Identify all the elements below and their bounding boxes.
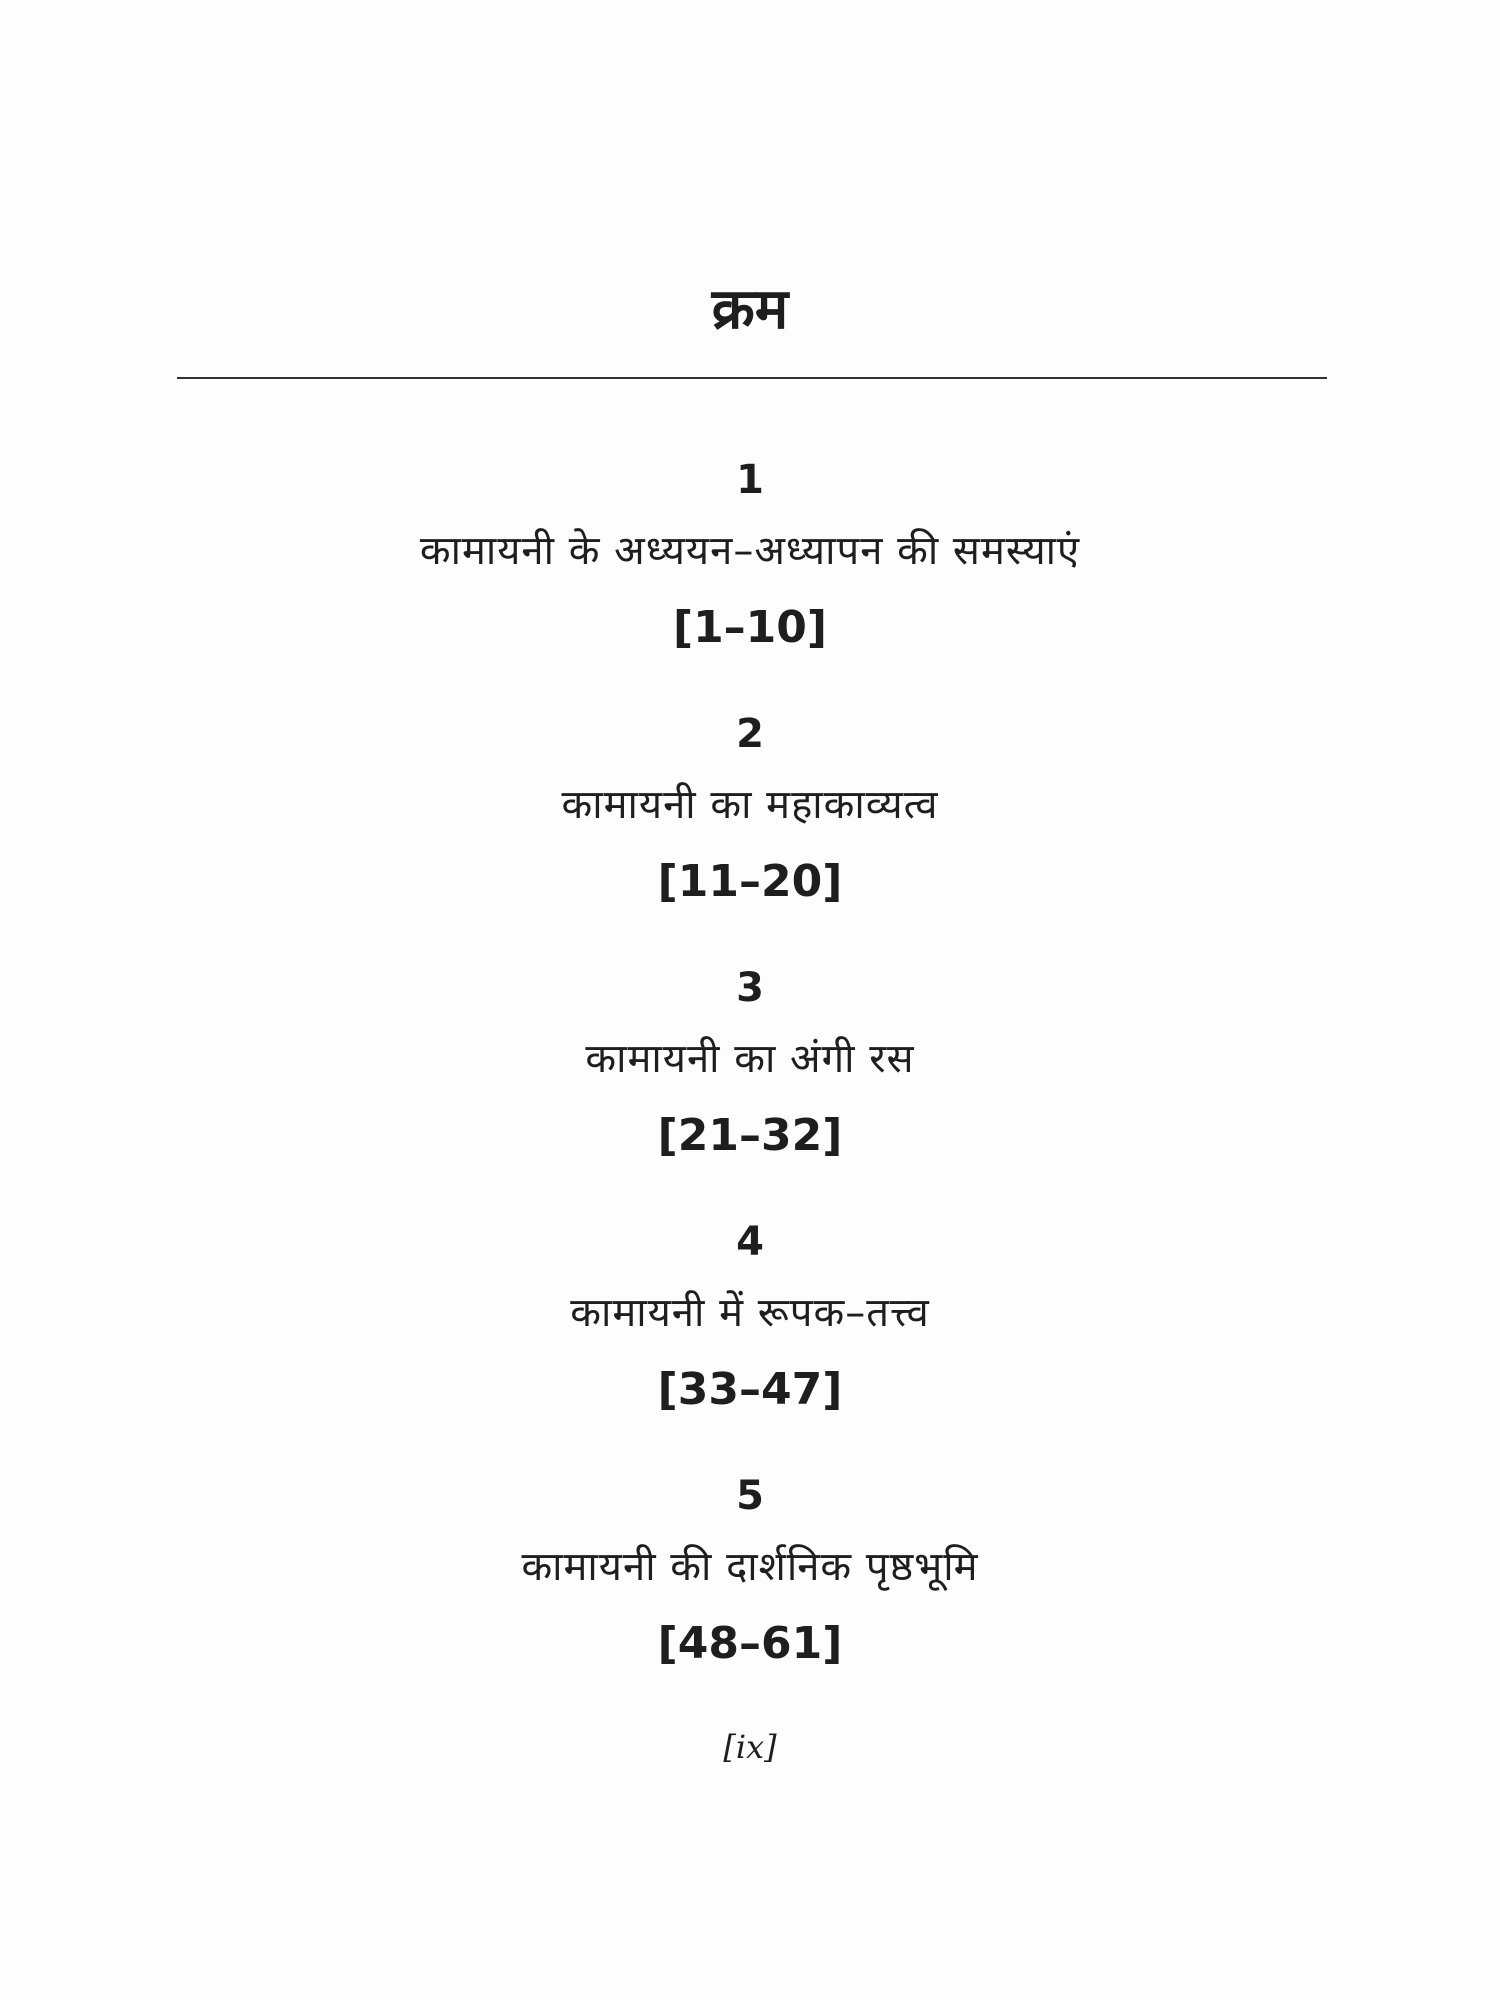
chapter-number: 2 (736, 711, 764, 757)
toc-entry-3 (0, 953, 1500, 1207)
table-of-contents (0, 445, 1500, 1715)
page-number: [ix] (723, 1728, 777, 1766)
chapter-title: कामायनी का अंगी रस (585, 1036, 915, 1082)
chapter-title: कामायनी में रूपक–तत्त्व (570, 1290, 930, 1336)
chapter-page-range: [48–61] (657, 1618, 843, 1669)
chapter-page-range: [11–20] (657, 856, 843, 907)
chapter-title: कामायनी के अध्ययन–अध्यापन की समस्याएं (419, 528, 1081, 574)
toc-entry-5 (0, 1461, 1500, 1715)
chapter-number: 4 (736, 1219, 764, 1265)
chapter-title: कामायनी की दार्शनिक पृष्ठभूमि (521, 1544, 979, 1590)
chapter-number: 1 (736, 457, 764, 503)
chapter-page-range: [21–32] (657, 1110, 843, 1161)
chapter-title: कामायनी का महाकाव्यत्व (561, 782, 939, 828)
toc-entry-4 (0, 1207, 1500, 1461)
toc-entry-1 (0, 445, 1500, 699)
toc-entry-2 (0, 699, 1500, 953)
chapter-page-range: [33–47] (657, 1364, 843, 1415)
chapter-number: 5 (736, 1473, 764, 1519)
chapter-page-range: [1–10] (672, 602, 828, 653)
page-title: क्रम (711, 277, 789, 342)
title-divider (177, 377, 1327, 379)
chapter-number: 3 (736, 965, 764, 1011)
